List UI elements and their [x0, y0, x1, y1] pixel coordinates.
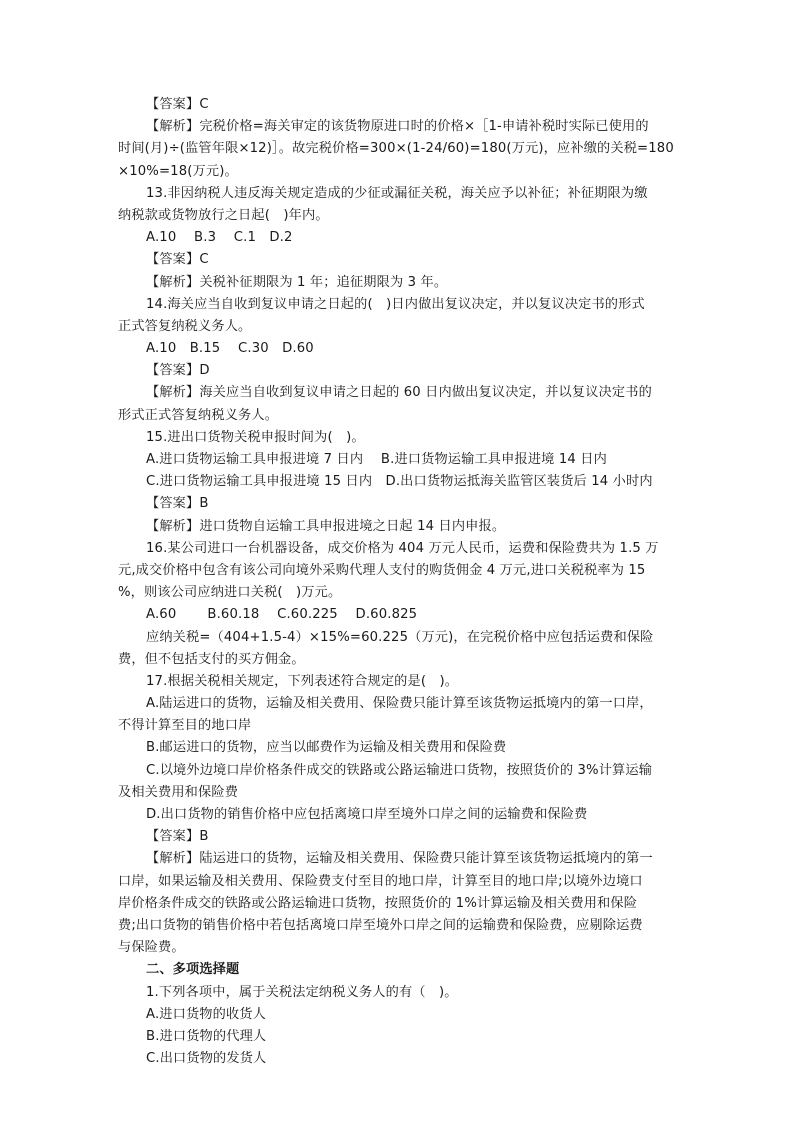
text-line: 【答案】C: [146, 252, 209, 268]
text-line: 正式答复纳税义务人。: [118, 318, 252, 334]
text-line: 【答案】B: [146, 829, 209, 845]
text-line: 与保险费。: [118, 940, 185, 956]
text-line: 【解析】海关应当自收到复议申请之日起的 60 日内做出复议决定，并以复议决定书的: [146, 385, 652, 401]
text-line: 纳税款或货物放行之日起( )年内。: [118, 207, 329, 223]
text-line: 【答案】C: [146, 97, 209, 112]
text-line: B.进口货物的代理人: [146, 1028, 267, 1044]
document-body: [118, 94, 678, 1070]
text-line: 形式正式答复纳税义务人。: [118, 407, 279, 423]
text-line: 13.非因纳税人违反海关规定造成的少征或漏征关税，海关应予以补征；补征期限为缴: [146, 185, 648, 201]
text-line: A.进口货物运输工具申报进境 7 日内 B.进口货物运输工具申报进境 14 日内: [146, 452, 607, 467]
text-line: 16.某公司进口一台机器设备，成交价格为 404 万元人民币，运费和保险费共为 1.5 万: [146, 540, 659, 556]
text-line: ×10%=18(万元)。: [118, 163, 238, 179]
text-line: 应纳关税=（404+1.5-4）×15%=60.225（万元)，在完税价格中应包括运费和保险: [146, 629, 654, 645]
text-line: 【解析】陆运进口的货物，运输及相关费用、保险费只能计算至该货物运抵境内的第一: [146, 851, 653, 867]
text-line: 费，但不包括支付的买方佣金。: [118, 651, 305, 667]
text-line: 14.海关应当自收到复议申请之日起的( )日内做出复议决定，并以复议决定书的形式: [146, 296, 645, 312]
section-heading: 二、多项选择题: [146, 962, 240, 978]
text-line: 【解析】进口货物自运输工具申报进境之日起 14 日内申报。: [146, 518, 506, 534]
text-line: 【答案】D: [146, 363, 210, 379]
text-line: A.60 B.60.18 C.60.225 D.60.825: [146, 607, 418, 623]
text-line: A.陆运进口的货物，运输及相关费用、保险费只能计算至该货物运抵境内的第一口岸，: [146, 696, 653, 712]
text-line: 及相关费用和保险费: [118, 784, 239, 800]
text-line: 1.下列各项中，属于关税法定纳税义务人的有（ )。: [146, 984, 458, 1000]
text-line: C.以境外边境口岸价格条件成交的铁路或公路运输进口货物，按照货价的 3%计算运输: [146, 762, 653, 778]
text-line: 费;出口货物的销售价格中若包括离境口岸至境外口岸之间的运输费和保险费，应剔除运费: [118, 917, 643, 933]
text-line: 【解析】完税价格=海关审定的该货物原进口时的价格×［1-申请补税时实际已使用的: [146, 119, 649, 135]
text-line: 【答案】B: [146, 496, 209, 512]
text-line: A.10 B.3 C.1 D.2: [146, 230, 293, 246]
text-line: 口岸，如果运输及相关费用、保险费支付至目的地口岸，计算至目的地口岸;以境外边境口: [118, 873, 643, 889]
text-line: 时间(月)÷(监管年限×12)］。故完税价格=300×(1-24/60)=180(万元)，应补缴的关税=180: [118, 141, 674, 157]
text-line: 15.进出口货物关税申报时间为( )。: [146, 429, 365, 445]
text-line: C.出口货物的发货人: [146, 1051, 267, 1067]
text-line: B.邮运进口的货物，应当以邮费作为运输及相关费用和保险费: [146, 740, 507, 756]
text-line: %，则该公司应纳进口关税( )万元。: [118, 585, 342, 601]
text-line: 17.根据关税相关规定，下列表述符合规定的是( )。: [146, 673, 459, 689]
text-line: C.进口货物运输工具申报进境 15 日内 D.出口货物运抵海关监管区装货后 14 小时内: [146, 474, 653, 490]
text-line: 岸价格条件成交的铁路或公路运输进口货物，按照货价的 1%计算运输及相关费用和保险: [118, 895, 638, 911]
text-line: 元,成交价格中包含有该公司向境外采购代理人支付的购货佣金 4 万元,进口关税税率为 15: [118, 562, 646, 578]
text-line: A.10 B.15 C.30 D.60: [146, 341, 314, 357]
text-line: 不得计算至目的地口岸: [118, 718, 252, 734]
text-line: A.进口货物的收货人: [146, 1006, 266, 1022]
text-line: 【解析】关税补征期限为 1 年；追征期限为 3 年。: [146, 274, 448, 290]
text-line: D.出口货物的销售价格中应包括离境口岸至境外口岸之间的运输费和保险费: [146, 807, 588, 822]
